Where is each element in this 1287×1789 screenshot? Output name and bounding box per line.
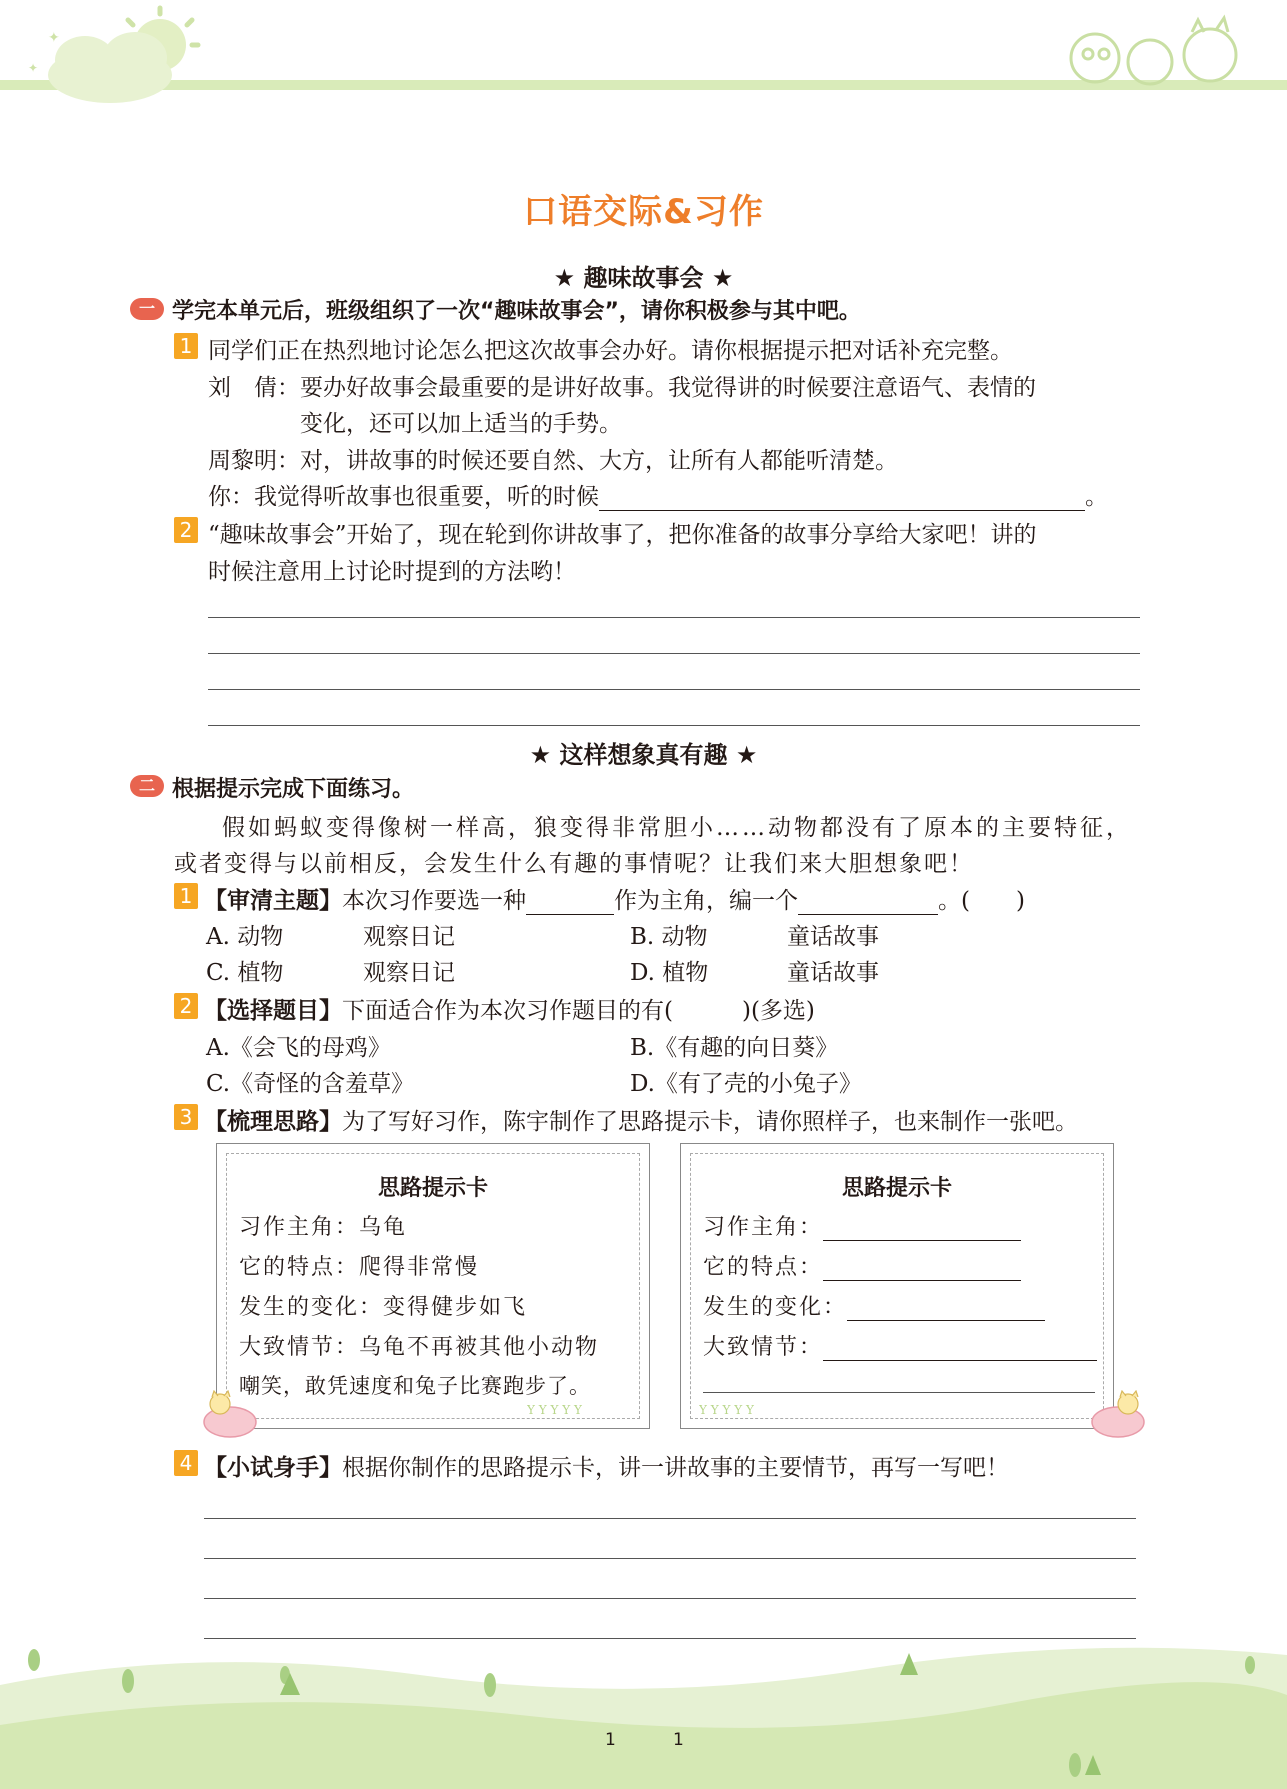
card-blank[interactable] (703, 1392, 1095, 1393)
card-field (703, 1250, 1021, 1281)
section2-subtitle: ★ 这样想象真有趣 ★ (529, 741, 758, 769)
writing-line[interactable] (208, 617, 1140, 618)
dialogue-you-end: 。 (1085, 484, 1108, 510)
cat-icon (200, 1390, 262, 1438)
page-number: 1 (673, 1730, 684, 1750)
card-field (703, 1210, 1021, 1241)
page-title: 口语交际&习作 (523, 192, 764, 232)
q1-tag: 【审清主题】 (204, 888, 342, 914)
writing-line[interactable] (208, 653, 1140, 654)
q2-option-a[interactable]: A.《会飞的母鸡》 (206, 1035, 391, 1061)
card-label: 大致情节： (703, 1335, 824, 1360)
q1-option-c-value: 观察日记 (363, 960, 455, 986)
s1-q1-prompt: 同学们正在热烈地讨论怎么把这次故事会办好。请你根据提示把对话补充完整。 (208, 338, 1013, 364)
q1-option-a-value: 观察日记 (363, 924, 455, 950)
s2-q1-text (204, 882, 1025, 915)
dialogue-liu-line1: 刘 倩：要办好故事会最重要的是讲好故事。我觉得讲的时候要注意语气、表情的 (208, 375, 1036, 401)
card-blank[interactable] (823, 1335, 1097, 1361)
s2-q4-text (204, 1449, 1009, 1482)
svg-text:✦: ✦ (48, 30, 60, 46)
svg-text:Y Y Y Y Y: Y Y Y Y Y (699, 1403, 754, 1417)
card-blank[interactable] (823, 1255, 1021, 1281)
q1-option-d-value: 童话故事 (787, 960, 879, 986)
dialogue-zhou: 周黎明：对，讲故事的时候还要自然、大方，让所有人都能听清楚。 (208, 448, 898, 474)
card-field (703, 1290, 1045, 1321)
idea-card-example (216, 1143, 650, 1429)
answer-blank[interactable] (798, 888, 938, 915)
dialogue-you-text: 你：我觉得听故事也很重要，听的时候 (208, 484, 599, 510)
section1-badge: 一 (130, 298, 164, 320)
answer-blank[interactable] (526, 888, 614, 915)
s1-q2-number: 2 (174, 517, 198, 543)
footer-hills (0, 1615, 1287, 1789)
card-line: 大致情节：乌龟不再被其他小动物 (239, 1335, 600, 1360)
grass-icon (527, 1401, 637, 1417)
s2-q3-number: 3 (174, 1104, 198, 1130)
q2-option-d[interactable]: D.《有了壳的小兔子》 (630, 1071, 862, 1097)
cat-icon (1088, 1390, 1150, 1438)
writing-line[interactable] (204, 1598, 1136, 1599)
dialogue-liu-line2: 变化，还可以加上适当的手势。 (300, 411, 622, 437)
q2-option-b[interactable]: B.《有趣的向日葵》 (630, 1035, 839, 1061)
writing-line[interactable] (204, 1558, 1136, 1559)
card-line: 习作主角：乌龟 (239, 1215, 408, 1240)
q1-option-a-label[interactable]: A. 动物 (206, 924, 284, 950)
svg-text:Y Y Y Y Y: Y Y Y Y Y (527, 1403, 582, 1417)
card-line: 它的特点：爬得非常慢 (239, 1255, 480, 1280)
s1-q1-number: 1 (174, 333, 198, 359)
q1-text-c: 。( ) (938, 888, 1025, 914)
card-blank[interactable] (847, 1295, 1045, 1321)
svg-text:✦: ✦ (28, 61, 39, 75)
animal-friends-icon (1071, 18, 1236, 84)
q2-text: 下面适合作为本次习作题目的有( )(多选) (342, 998, 815, 1024)
q3-text: 为了写好习作，陈宇制作了思路提示卡，请你照样子，也来制作一张吧。 (342, 1109, 1078, 1135)
header-decoration (0, 0, 1287, 115)
q3-tag: 【梳理思路】 (204, 1109, 342, 1135)
s2-q3-text (204, 1103, 1078, 1136)
writing-line[interactable] (208, 725, 1140, 726)
section2-badge: 二 (130, 775, 164, 797)
answer-blank[interactable] (599, 484, 1085, 511)
q1-text-a: 本次习作要选一种 (342, 888, 526, 914)
cloud-icon (48, 32, 172, 103)
card-blank[interactable] (823, 1215, 1021, 1241)
section2-para2: 或者变得与以前相反，会发生什么有趣的事情呢？让我们来大胆想象吧！ (174, 851, 974, 877)
card-line: 发生的变化：变得健步如飞 (239, 1295, 528, 1320)
q4-text: 根据你制作的思路提示卡，讲一讲故事的主要情节，再写一写吧！ (342, 1455, 1009, 1481)
q4-tag: 【小试身手】 (204, 1455, 342, 1481)
section1-intro: 学完本单元后，班级组织了一次“趣味故事会”，请你积极参与其中吧。 (172, 299, 861, 324)
card-line: 嘲笑，敢凭速度和兔子比赛跑步了。 (239, 1374, 591, 1398)
card-label: 它的特点： (703, 1255, 824, 1280)
grass-icon (699, 1401, 809, 1417)
q2-option-c[interactable]: C.《奇怪的含羞草》 (206, 1071, 415, 1097)
s2-q2-text (204, 992, 815, 1025)
q1-option-c-label[interactable]: C. 植物 (206, 960, 284, 986)
q1-option-b-value: 童话故事 (787, 924, 879, 950)
s2-q2-number: 2 (174, 993, 198, 1019)
card-title: 思路提示卡 (841, 1176, 952, 1201)
section2-intro: 根据提示完成下面练习。 (172, 777, 415, 802)
q1-text-b: 作为主角，编一个 (614, 888, 798, 914)
section2-para1: 假如蚂蚁变得像树一样高，狼变得非常胆小……动物都没有了原本的主要特征， (222, 815, 1132, 841)
card-title: 思路提示卡 (377, 1176, 488, 1201)
card-label: 发生的变化： (703, 1295, 848, 1320)
page-number: 1 (605, 1730, 616, 1750)
s1-q2-line1: “趣味故事会”开始了，现在轮到你讲故事了，把你准备的故事分享给大家吧！讲的 (208, 522, 1037, 548)
s2-q1-number: 1 (174, 883, 198, 909)
dialogue-you (208, 478, 1108, 511)
writing-line[interactable] (208, 689, 1140, 690)
card-label: 习作主角： (703, 1215, 824, 1240)
writing-line[interactable] (204, 1518, 1136, 1519)
q1-option-b-label[interactable]: B. 动物 (630, 924, 708, 950)
card-field (703, 1330, 1097, 1361)
q2-tag: 【选择题目】 (204, 998, 342, 1024)
section1-subtitle: ★ 趣味故事会 ★ (553, 264, 734, 292)
s1-q2-line2: 时候注意用上讨论时提到的方法哟！ (208, 559, 576, 585)
idea-card-blank (680, 1143, 1114, 1429)
q1-option-d-label[interactable]: D. 植物 (630, 960, 709, 986)
s2-q4-number: 4 (174, 1450, 198, 1476)
